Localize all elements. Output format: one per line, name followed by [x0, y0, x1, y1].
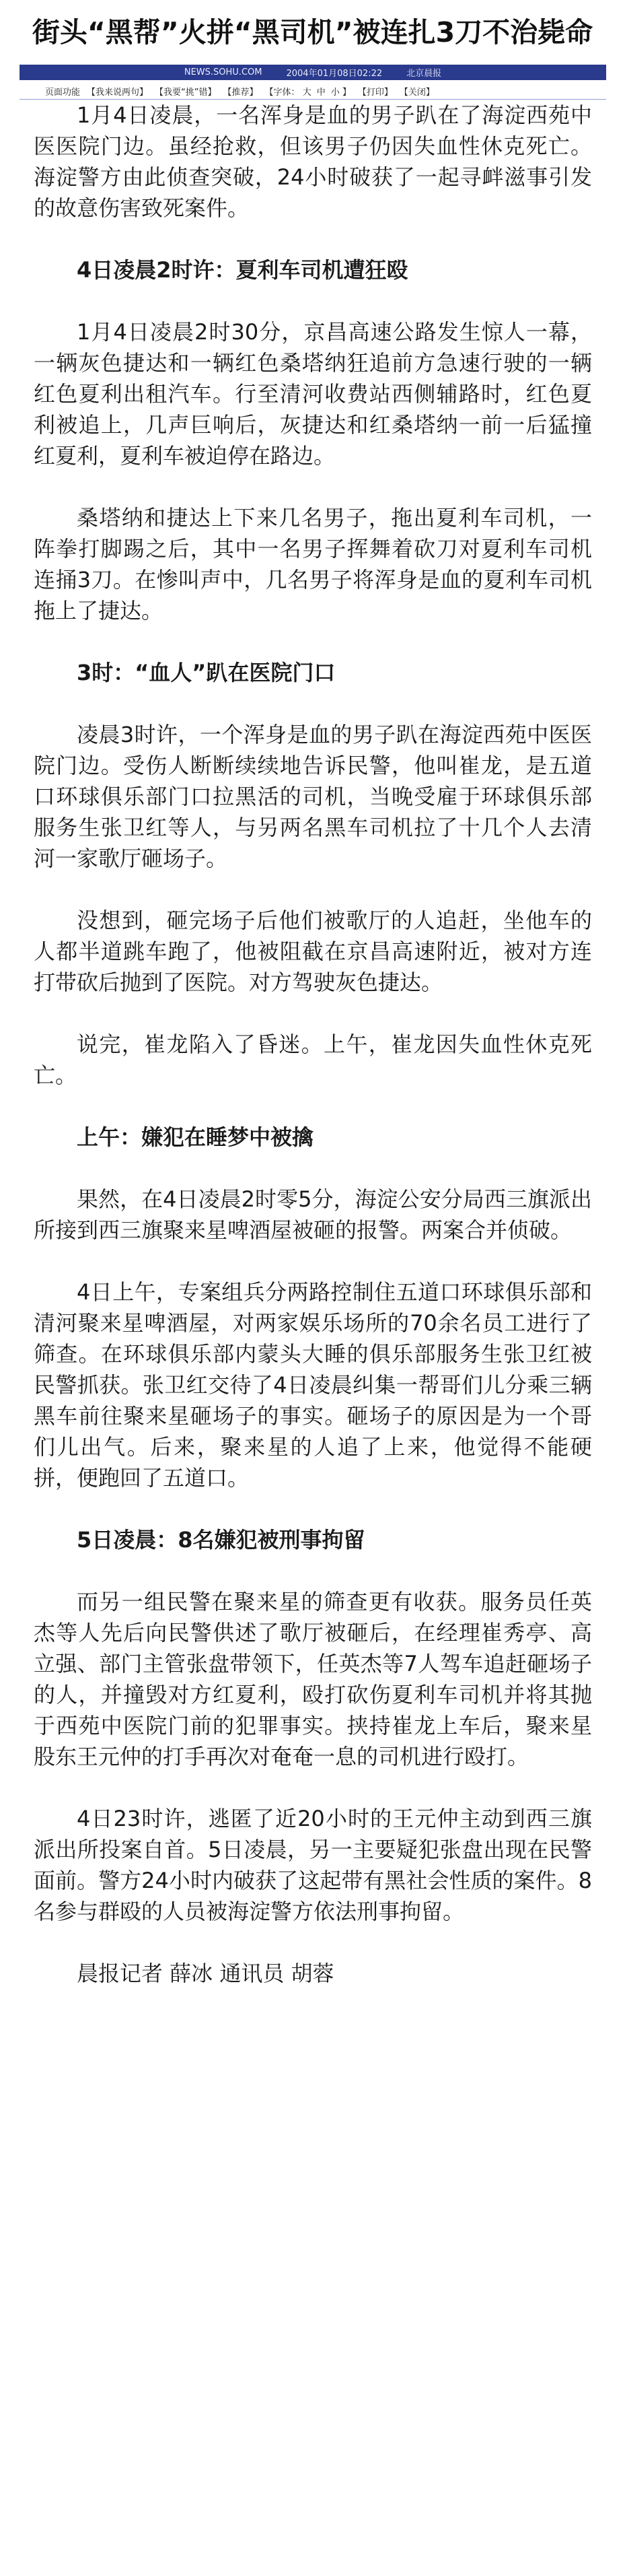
article-body: [34, 100, 592, 1989]
print-link[interactable]: 【打印】: [357, 88, 393, 98]
article-paragraph: 1月4日凌晨2时30分，京昌高速公路发生惊人一幕，一辆灰色捷达和一辆红色桑塔纳狂追前方急速行驶的一辆红色夏利出租汽车。行至清河收费站西侧辅路时，红色夏利被追上，几声巨响后，灰捷达和红桑塔纳一前一后猛撞红夏利，夏利车被迫停在路边。: [34, 319, 592, 469]
font-size-prefix: 【字体：: [264, 88, 300, 98]
site-domain: NEWS.SOHU.COM: [184, 67, 262, 77]
article-headline: 街头“黑帮”火拼“黑司机”被连扎3刀不治毙命: [32, 15, 593, 48]
font-size-medium-link[interactable]: 中: [316, 88, 326, 98]
article-paragraph: 而另一组民警在聚来星的筛查更有收获。服务员任英杰等人先后向民警供述了歌厅被砸后，在经理崔秀亭、高立强、部门主管张盘带领下，任英杰等7人驾车追赶砸场子的人，并撞毁对方红夏利，殴打砍伤夏利车司机并将其抛于西苑中医院门前的犯罪事实。挟持崔龙上车后，聚来星股东王元仲的打手再次对奄奄一息的司机进行殴打。: [34, 1589, 592, 1769]
recommend-link[interactable]: 【推荐】: [223, 88, 258, 98]
news-source: 北京晨报: [406, 69, 442, 79]
close-link[interactable]: 【关闭】: [399, 88, 435, 98]
section-heading: 5日凌晨：8名嫌犯被刑事拘留: [77, 1527, 365, 1553]
article-byline: 晨报记者 薛冰 通讯员 胡蓉: [77, 1961, 334, 1986]
article-paragraph: 果然，在4日凌晨2时零5分，海淀公安分局西三旗派出所接到西三旗聚来星啤酒屋被砸的报警。两案合并侦破。: [34, 1186, 592, 1243]
section-heading: 上午：嫌犯在睡梦中被擒: [77, 1124, 314, 1150]
article-paragraph: 1月4日凌晨，一名浑身是血的男子趴在了海淀西苑中医医院门边。虽经抢救，但该男子仍因失血性休克死亡。海淀警方由此侦查突破，24小时破获了一起寻衅滋事引发的故意伤害致死案件。: [34, 102, 592, 221]
article-paragraph: 凌晨3时许，一个浑身是血的男子趴在海淀西苑中医医院门边。受伤人断断续续地告诉民警，他叫崔龙，是五道口环球俱乐部门口拉黑活的司机，当晚受雇于环球俱乐部服务生张卫红等人，与另两名黑车司机拉了十几个人去清河一家歌厅砸场子。: [34, 722, 592, 871]
font-size-suffix: 】: [342, 88, 351, 98]
section-heading: 4日凌晨2时许：夏利车司机遭狂殴: [77, 257, 408, 283]
toolbar-label: 页面功能: [45, 88, 81, 98]
font-size-large-link[interactable]: 大: [302, 88, 311, 98]
article-paragraph: 没想到，砸完场子后他们被歌厅的人追赶，坐他车的人都半道跳车跑了，他被阻截在京昌高速附近，被对方连打带砍后抛到了医院。对方驾驶灰色捷达。: [34, 908, 592, 995]
article-paragraph: 4日上午，专案组兵分两路控制住五道口环球俱乐部和清河聚来星啤酒屋，对两家娱乐场所的70余名员工进行了筛查。在环球俱乐部内蒙头大睡的俱乐部服务生张卫红被民警抓获。张卫红交待了4日凌晨纠集一帮哥们儿分乘三辆黑车前往聚来星砸场子的事实。砸场子的原因是为一个哥们儿出气。后来，聚来星的人追了上来，他觉得不能硬拼，便跑回了五道口。: [34, 1279, 592, 1491]
article-paragraph: 桑塔纳和捷达上下来几名男子，拖出夏利车司机，一阵拳打脚踢之后，其中一名男子挥舞着砍刀对夏利车司机连捅3刀。在惨叫声中，几名男子将浑身是血的夏利车司机拖上了捷达。: [34, 505, 592, 623]
font-size-control: [265, 85, 351, 98]
comment-link[interactable]: 【我来说两句】: [87, 88, 149, 98]
report-error-link[interactable]: 【我要“挑”错】: [155, 88, 217, 98]
page-function-toolbar: [20, 83, 606, 100]
article-info-bar: [20, 65, 606, 80]
publish-datetime: 2004年01月08日02:22: [286, 69, 383, 79]
article-paragraph: 说完，崔龙陷入了昏迷。上午，崔龙因失血性休克死亡。: [34, 1031, 592, 1088]
font-size-small-link[interactable]: 小: [330, 88, 340, 98]
section-heading: 3时：“血人”趴在医院门口: [77, 660, 336, 685]
article-paragraph: 4日23时许，逃匿了近20小时的王元仲主动到西三旗派出所投案自首。5日凌晨，另一主要疑犯张盘出现在民警面前。警方24小时内破获了这起带有黑社会性质的案件。8名参与群殴的人员被海淀警方依法刑事拘留。: [34, 1806, 592, 1924]
